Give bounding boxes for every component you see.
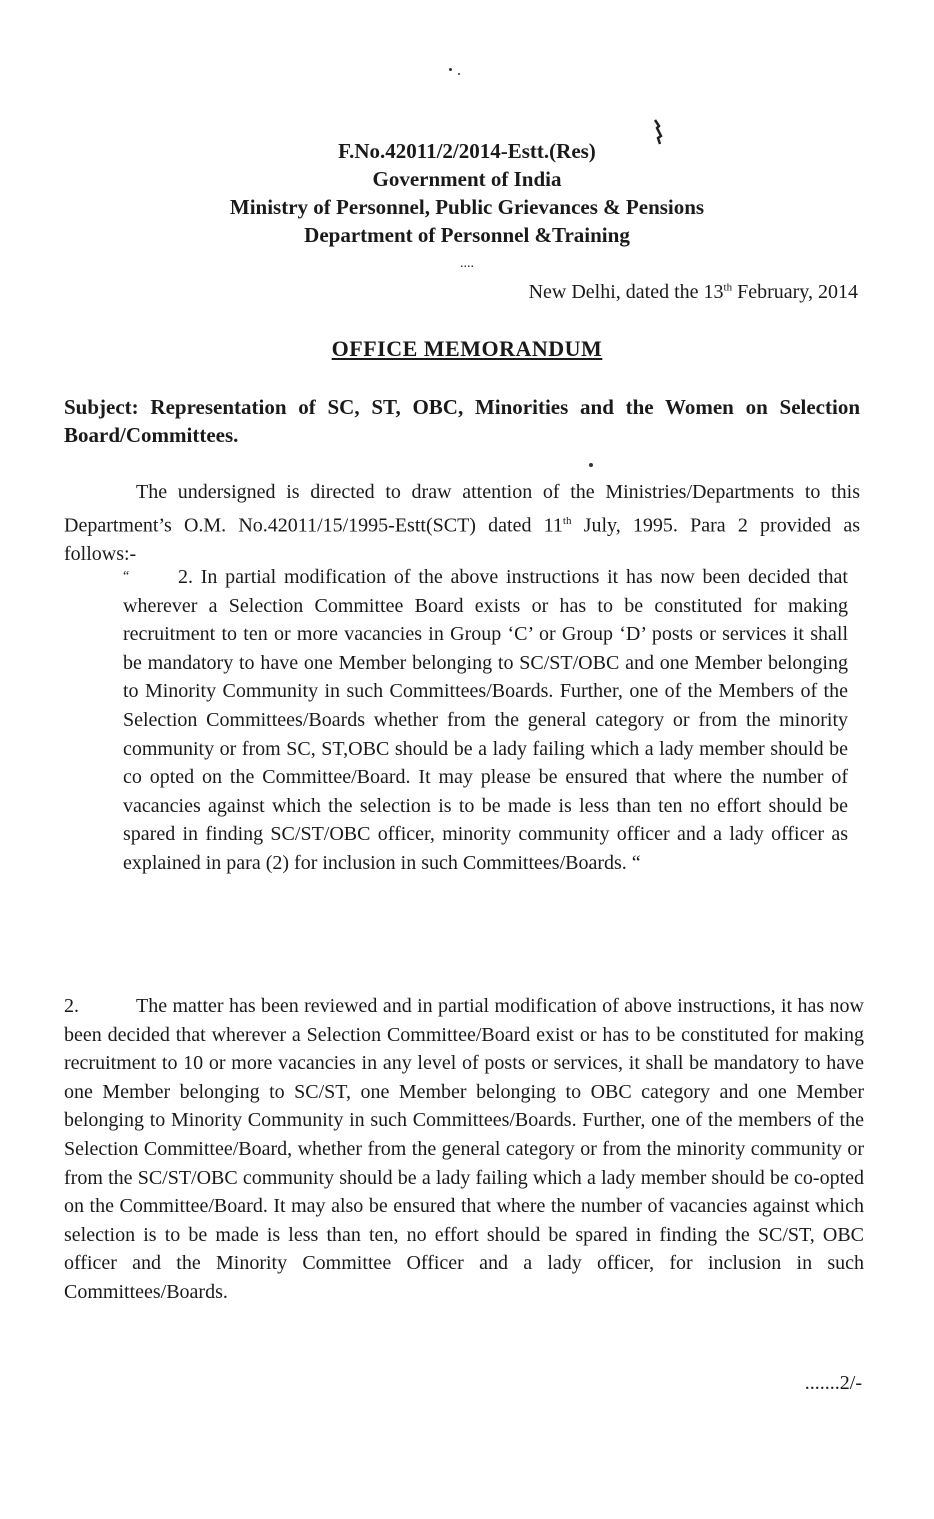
scan-speck <box>458 73 460 75</box>
paragraph-intro <box>64 478 860 568</box>
paragraph-2-text: The matter has been reviewed and in partial modification of above instructions, it has now been decided that wherever a Selection Committee/Board exist or has to be constituted for making recruitment to 10 or more vacancies in any level of posts or services, it shall be mandatory to have one Member belonging to SC/ST, one Member belonging to OBC category and one Member belonging to Minority Community in such Committees/Boards. Further, one of the members of the Selection Committee/Board, whether from the general category or from the minority community or from the SC/ST/OBC community should be a lady failing which a lady member should be co-opted on the Committee/Board. It may also be ensured that where the number of vacancies against which selection is to be made is less than ten, no effort should be spared in finding the SC/ST, OBC officer and the Minority Committee Officer and a lady officer, for inclusion in such Committees/Boards. <box>64 995 864 1303</box>
page-title: OFFICE MEMORANDUM <box>331 336 603 361</box>
scan-speck <box>589 463 593 467</box>
scan-speck <box>449 68 452 71</box>
date-superscript: th <box>723 281 733 294</box>
paragraph-intro-text-b: July, 1995. Para 2 provided as follows:- <box>64 514 860 565</box>
paragraph-number: 2. <box>64 995 79 1017</box>
paragraph-intro-superscript: th <box>562 514 572 527</box>
quote-open-mark: “ <box>123 569 130 584</box>
government-name: Government of India <box>372 167 562 191</box>
department-name: Department of Personnel &Training <box>304 223 630 247</box>
date-line <box>529 281 858 304</box>
subject-line: Subject: Representation of SC, ST, OBC, Minorities and the Women on Selection Board/Committees. <box>64 395 860 447</box>
separator-dots: .... <box>460 256 474 271</box>
paragraph-intro-text-a: The undersigned is directed to draw attention of the Ministries/Departments to this Department’s O.M. No.42011/15/1995-Estt(SCT) dated 11 <box>64 481 860 537</box>
quoted-paragraph-text: 2. In partial modification of the above instructions it has now been decided that wherever a Selection Committee Board exists or has to be constituted for making recruitment to ten or more vacancies in Group ‘C’ or Group ‘D’ posts or services it shall be mandatory to have one Member belonging to SC/ST/OBC and one Member belonging to Minority Community in such Committees/Boards. Further, one of the Members of the Selection Committees/Boards whether from the general category or from the minority community or from SC, ST,OBC should be a lady failing which a lady member should be co opted on the Committee/Board. It may please be ensured that where the number of vacancies against which the selection is to be made is less than ten no effort should be spared in finding SC/ST/OBC officer, minority community officer and a lady officer as explained in para (2) for inclusion in such Committees/Boards. “ <box>123 566 848 874</box>
quoted-paragraph <box>123 563 848 878</box>
date-prefix: New Delhi, dated the 13 <box>528 281 724 303</box>
page-continuation: .......2/- <box>804 1372 862 1394</box>
file-number: F.No.42011/2/2014-Estt.(Res) <box>338 139 596 163</box>
ministry-name: Ministry of Personnel, Public Grievances & Pensions <box>229 195 705 219</box>
date-suffix: February, 2014 <box>732 281 858 303</box>
paragraph-2 <box>64 992 864 1307</box>
